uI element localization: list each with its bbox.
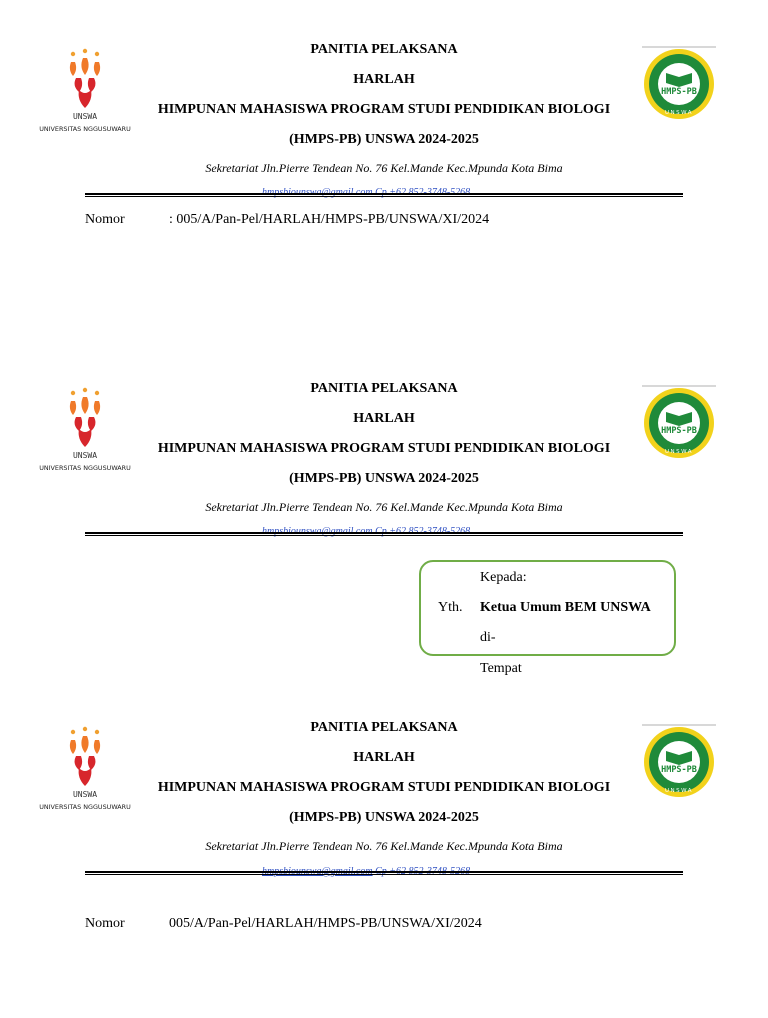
organization-period: (HMPS-PB) UNSWA 2024-2025: [289, 810, 479, 825]
hmps-pb-badge-logo: [642, 385, 716, 459]
recipient-name: Ketua Umum BEM UNSWA: [480, 600, 651, 615]
svg-text:UNSWA: UNSWA: [72, 112, 98, 121]
svg-text:HMPS-PB: HMPS-PB: [661, 426, 697, 436]
secretariat-address: Sekretariat Jln.Pierre Tendean No. 76 Kel.Mande Kec.Mpunda Kota Bima: [205, 500, 563, 514]
committee-title: PANITIA PELAKSANA: [310, 42, 458, 57]
event-title: HARLAH: [353, 72, 415, 87]
header-divider: [85, 532, 683, 537]
committee-title: PANITIA PELAKSANA: [310, 720, 458, 735]
svg-text:UNSWA: UNSWA: [72, 790, 98, 799]
organization-title: HIMPUNAN MAHASISWA PROGRAM STUDI PENDIDIKAN BIOLOGI: [157, 441, 611, 456]
header-divider: [85, 871, 683, 876]
organization-period: (HMPS-PB) UNSWA 2024-2025: [289, 471, 479, 486]
svg-text:UNSWA: UNSWA: [664, 788, 694, 794]
svg-text:UNSWA: UNSWA: [664, 449, 694, 455]
committee-title: PANITIA PELAKSANA: [310, 381, 458, 396]
hmps-pb-badge-logo: [642, 46, 716, 120]
unswa-university-logo: [39, 385, 131, 475]
svg-text:UNIVERSITAS NGGUSUWARU: UNIVERSITAS NGGUSUWARU: [39, 464, 131, 472]
svg-text:HMPS-PB: HMPS-PB: [661, 765, 697, 775]
nomor-value: : 005/A/Pan-Pel/HARLAH/HMPS-PB/UNSWA/XI/2024: [169, 212, 490, 227]
svg-text:UNSWA: UNSWA: [664, 110, 694, 116]
recipient-di: di-: [480, 630, 496, 645]
recipient-kepada: Kepada:: [480, 570, 527, 585]
nomor-value: 005/A/Pan-Pel/HARLAH/HMPS-PB/UNSWA/XI/2024: [169, 916, 482, 931]
recipient-tempat: Tempat: [480, 661, 522, 676]
recipient-prefix: Yth.: [438, 600, 463, 615]
svg-text:UNIVERSITAS NGGUSUWARU: UNIVERSITAS NGGUSUWARU: [39, 125, 131, 133]
secretariat-address: Sekretariat Jln.Pierre Tendean No. 76 Kel.Mande Kec.Mpunda Kota Bima: [205, 161, 563, 175]
header-divider: [85, 193, 683, 198]
secretariat-address: Sekretariat Jln.Pierre Tendean No. 76 Kel.Mande Kec.Mpunda Kota Bima: [205, 839, 563, 853]
letterhead-1: [0, 40, 768, 340]
event-title: HARLAH: [353, 750, 415, 765]
nomor-label: Nomor: [85, 916, 125, 931]
svg-text:UNSWA: UNSWA: [72, 451, 98, 460]
unswa-university-logo: [39, 46, 131, 136]
hmps-pb-badge-logo: [642, 724, 716, 798]
event-title: HARLAH: [353, 411, 415, 426]
svg-text:UNIVERSITAS NGGUSUWARU: UNIVERSITAS NGGUSUWARU: [39, 803, 131, 811]
organization-title: HIMPUNAN MAHASISWA PROGRAM STUDI PENDIDIKAN BIOLOGI: [157, 102, 611, 117]
svg-text:HMPS-PB: HMPS-PB: [661, 87, 697, 97]
nomor-label: Nomor: [85, 212, 125, 227]
unswa-university-logo: [39, 724, 131, 814]
letterhead-3: [0, 718, 768, 1018]
organization-title: HIMPUNAN MAHASISWA PROGRAM STUDI PENDIDIKAN BIOLOGI: [157, 780, 611, 795]
organization-period: (HMPS-PB) UNSWA 2024-2025: [289, 132, 479, 147]
